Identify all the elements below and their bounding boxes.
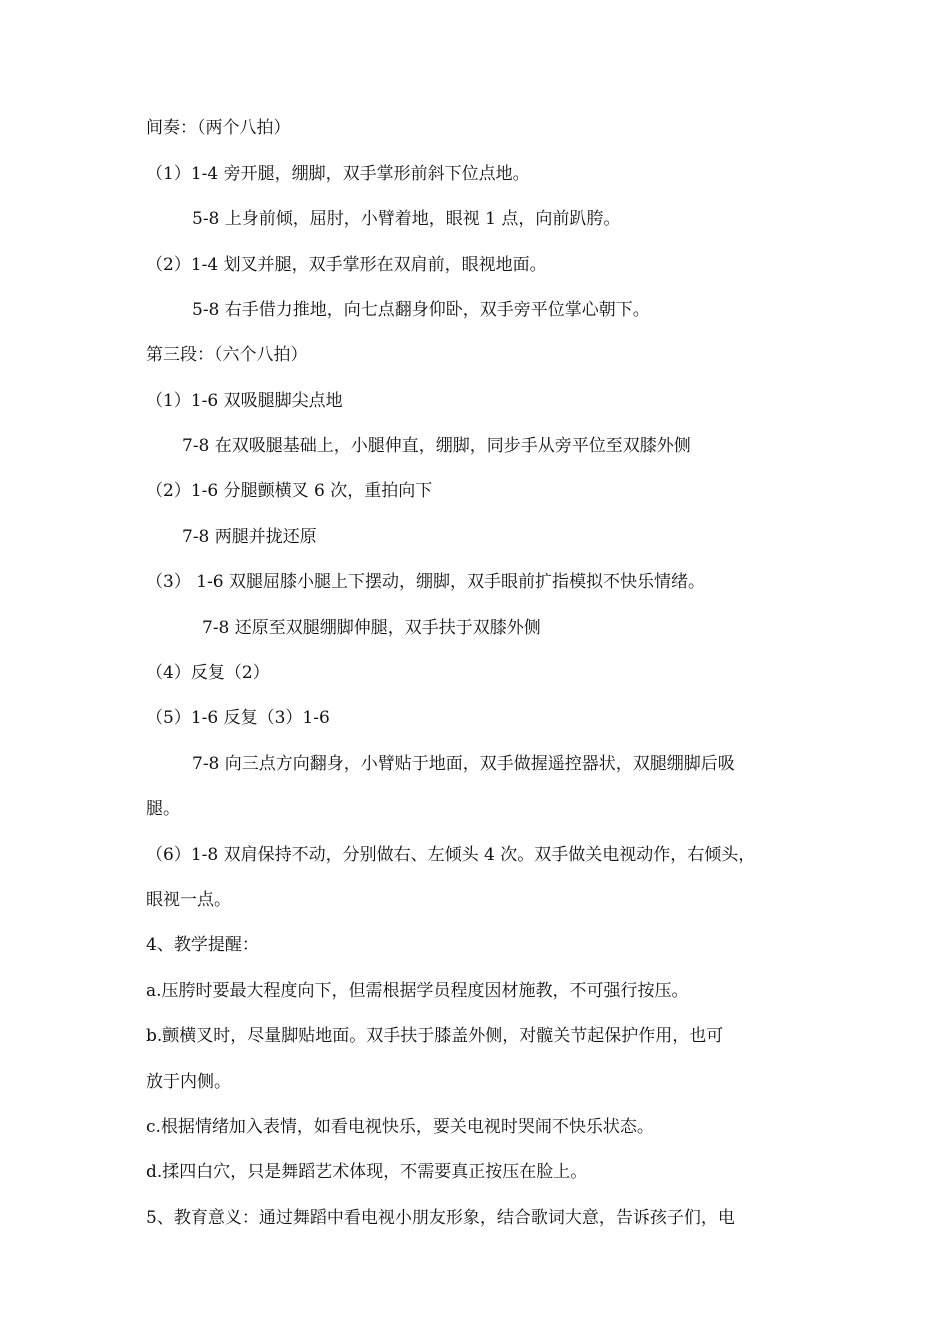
text-line: 7-8 还原至双腿绷脚伸腿，双手扶于双膝外侧 <box>202 618 541 638</box>
text-line: 7-8 向三点方向翻身，小臂贴于地面，双手做握遥控器状，双腿绷脚后吸 <box>192 754 735 774</box>
text-line: 放于内侧。 <box>146 1072 231 1092</box>
text-line: a.压胯时要最大程度向下，但需根据学员程度因材施教，不可强行按压。 <box>146 981 689 1001</box>
educational-significance-line: 5、教育意义：通过舞蹈中看电视小朋友形象，结合歌词大意，告诉孩子们，电 <box>146 1208 735 1228</box>
text-line: 腿。 <box>146 799 180 819</box>
teaching-tips-heading: 4、教学提醒： <box>146 935 259 955</box>
text-line: （4）反复（2） <box>146 663 270 683</box>
text-line: 7-8 两腿并拢还原 <box>182 527 317 547</box>
text-line: （6）1-8 双肩保持不动，分别做右、左倾头 4 次。双手做关电视动作，右倾头， <box>146 845 756 865</box>
text-line: 5-8 上身前倾，屈肘，小臂着地，眼视 1 点，向前趴胯。 <box>192 209 621 229</box>
section-three-heading: 第三段：（六个八拍） <box>146 345 308 365</box>
text-line: （5）1-6 反复（3）1-6 <box>146 708 330 728</box>
text-line: （2）1-6 分腿颤横叉 6 次，重拍向下 <box>146 481 433 501</box>
text-line: 眼视一点。 <box>146 890 231 910</box>
text-line: （1）1-6 双吸腿脚尖点地 <box>146 391 343 411</box>
text-line: （2）1-4 划叉并腿，双手掌形在双肩前，眼视地面。 <box>146 255 547 275</box>
text-line: b.颤横叉时，尽量脚贴地面。双手扶于膝盖外侧，对髋关节起保护作用，也可 <box>146 1026 724 1046</box>
text-line: c.根据情绪加入表情，如看电视快乐，要关电视时哭闹不快乐状态。 <box>146 1117 654 1137</box>
interlude-heading: 间奏：（两个八拍） <box>146 118 291 138</box>
text-line: 7-8 在双吸腿基础上，小腿伸直，绷脚，同步手从旁平位至双膝外侧 <box>182 436 691 456</box>
text-line: （3） 1-6 双腿屈膝小腿上下摆动，绷脚，双手眼前扩指模拟不快乐情绪。 <box>146 572 705 592</box>
text-line: （1）1-4 旁开腿，绷脚，双手掌形前斜下位点地。 <box>146 164 530 184</box>
text-line: 5-8 右手借力推地，向七点翻身仰卧，双手旁平位掌心朝下。 <box>192 300 650 320</box>
text-line: d.揉四白穴，只是舞蹈艺术体现，不需要真正按压在脸上。 <box>146 1162 588 1182</box>
